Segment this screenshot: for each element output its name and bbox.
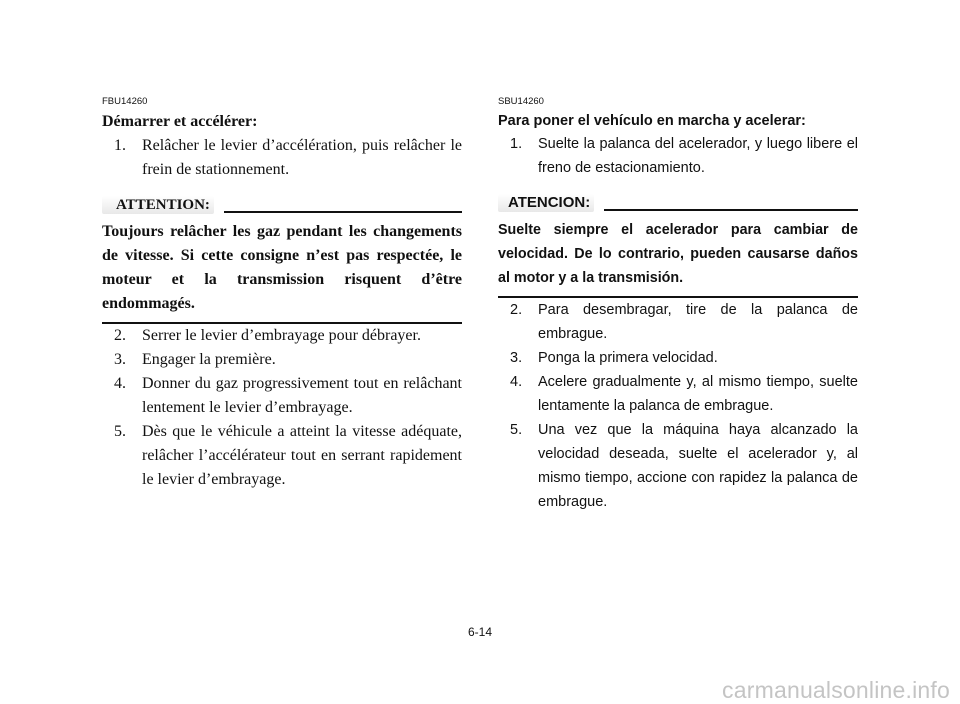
step-number: 5. (114, 423, 126, 440)
step-text: Para desembragar, tire de la palanca de embrague. (538, 302, 858, 342)
step-item (498, 132, 858, 180)
step-text: Serrer le levier d’embrayage pour débrayer. (142, 327, 421, 344)
section-code: FBU14260 (102, 96, 148, 107)
caution-header (102, 192, 462, 214)
section-code: SBU14260 (498, 96, 544, 107)
step-item (102, 372, 462, 420)
caution-rule (224, 211, 462, 213)
step-text: Acelere gradualmente y, al mismo tiempo, suelte lentamente la palanca de embrague. (538, 374, 858, 414)
step-number: 4. (510, 374, 523, 390)
caution-rule (604, 209, 858, 211)
caution-text: Toujours relâcher les gaz pendant les changements de vitesse. Si cette consigne n’est pas respectée, le moteur et la transmission risquent d’être endommagés. (102, 220, 462, 324)
french-column (102, 96, 462, 492)
step-item (102, 348, 462, 372)
step-text: Engager la première. (142, 351, 276, 368)
step-number: 1. (510, 136, 523, 152)
step-number: 1. (114, 137, 126, 154)
caution-label: ATTENTION: (102, 196, 214, 214)
step-item (498, 418, 858, 514)
step-text: Ponga la primera velocidad. (538, 350, 718, 366)
caution-box (102, 192, 462, 324)
section-heading: Para poner el vehículo en marcha y acelerar: (498, 113, 806, 129)
page-number: 6-14 (467, 625, 493, 639)
step-number: 3. (114, 351, 126, 368)
step-item (102, 324, 462, 348)
caution-text: Suelte siempre el acelerador para cambiar de velocidad. De lo contrario, pueden causarse daños al motor y a la transmisión. (498, 218, 858, 298)
caution-label: ATENCION: (498, 194, 594, 212)
section-heading: Démarrer et accélérer: (102, 113, 258, 130)
step-list (498, 298, 858, 514)
step-item (498, 298, 858, 346)
step-list (102, 134, 462, 182)
caution-header (498, 190, 858, 212)
spanish-column (498, 96, 858, 514)
step-text: Dès que le véhicule a atteint la vitesse adéquate, relâcher l’accélérateur tout en serrant rapidement le levier d’embrayage. (142, 423, 462, 488)
step-item (102, 420, 462, 492)
watermark: carmanualsonline.info (722, 677, 950, 703)
step-item (498, 370, 858, 418)
step-number: 4. (114, 375, 126, 392)
step-number: 3. (510, 350, 523, 366)
step-list (102, 324, 462, 492)
step-number: 2. (114, 327, 126, 344)
step-item (498, 346, 858, 370)
step-text: Relâcher le levier d’accélération, puis relâcher le frein de stationnement. (142, 137, 462, 178)
step-number: 2. (510, 302, 523, 318)
step-text: Suelte la palanca del acelerador, y luego libere el freno de estacionamiento. (538, 136, 858, 176)
caution-box (498, 190, 858, 298)
step-text: Una vez que la máquina haya alcanzado la velocidad deseada, suelte el acelerador y, al mismo tiempo, accione con rapidez la palanca de embrague. (538, 422, 858, 510)
step-list (498, 132, 858, 180)
step-text: Donner du gaz progressivement tout en relâchant lentement le levier d’embrayage. (142, 375, 462, 416)
step-number: 5. (510, 422, 523, 438)
step-item (102, 134, 462, 182)
